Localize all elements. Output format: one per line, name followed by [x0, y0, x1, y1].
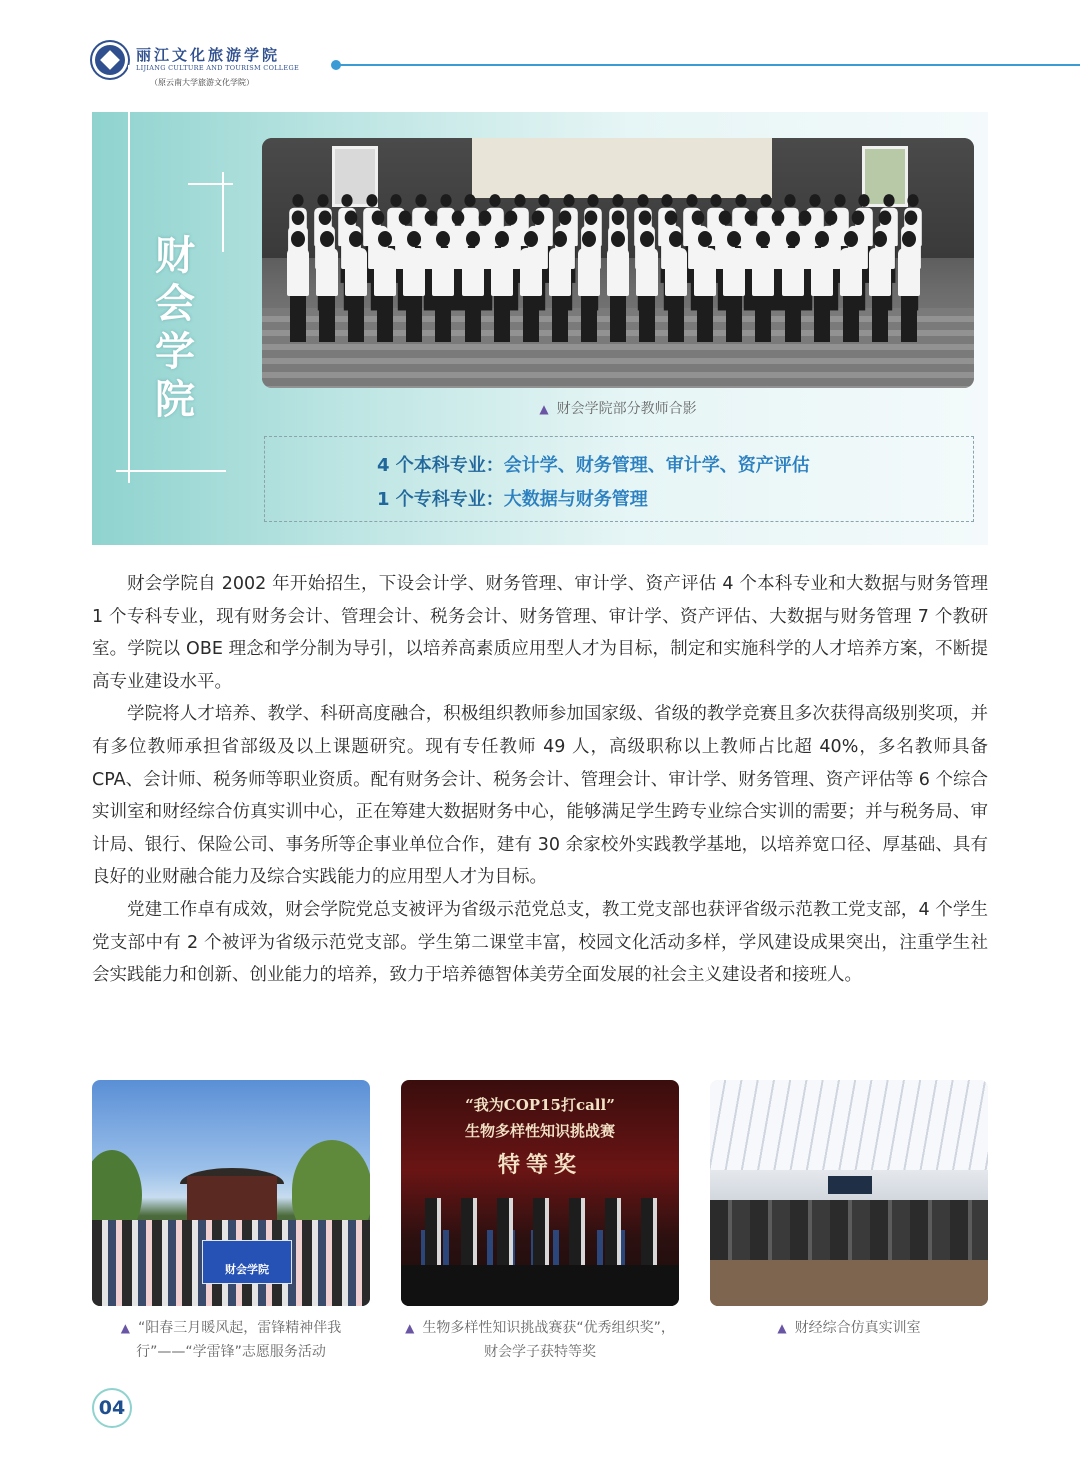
photo-person: [432, 231, 454, 342]
photo-person: [316, 231, 338, 342]
photo-person: [374, 231, 396, 342]
majors-box: [264, 436, 974, 522]
title-char: 院: [155, 377, 195, 423]
photo-person: [578, 231, 600, 342]
photo-person: [491, 231, 513, 342]
photo-person: [694, 231, 716, 342]
college-majors: [377, 485, 648, 511]
photo-person: [723, 231, 745, 342]
college-former-name: （原云南大学旅游文化学院）: [150, 78, 254, 87]
award-ceremony-photo: [401, 1080, 679, 1306]
group-photo-caption: [262, 397, 974, 421]
screen-text: 特等奖: [497, 1152, 582, 1178]
photo-person: [898, 231, 920, 342]
hero-decor-line: [128, 65, 130, 483]
caption-triangle-icon: ▲: [405, 1321, 415, 1335]
photo-person: [345, 231, 367, 342]
department-title: [150, 232, 200, 424]
photo-temple: [187, 1176, 277, 1224]
photo-floor: [710, 1260, 988, 1306]
caption-triangle-icon: ▲: [120, 1321, 130, 1335]
page-number: 04: [92, 1388, 132, 1428]
caption-text: 财经综合仿真实训室: [794, 1320, 921, 1336]
major-value: 会计学、财务管理、审计学、资产评估: [503, 455, 810, 476]
photo-person: [520, 231, 542, 342]
volunteer-activity-photo: [92, 1080, 370, 1306]
photo-caption: [92, 1316, 370, 1364]
photo-person: [636, 231, 658, 342]
major-value: 大数据与财务管理: [503, 489, 648, 510]
training-room-photo: [710, 1080, 988, 1306]
photo-caption: [401, 1316, 679, 1364]
photo-person: [665, 231, 687, 342]
photo-person: [869, 231, 891, 342]
photo-person: [287, 231, 309, 342]
photo-banner: [202, 1240, 292, 1284]
photo-ceiling: [710, 1080, 988, 1170]
screen-text: 生物多样性知识挑战赛: [464, 1122, 615, 1140]
body-paragraph: 学院将人才培养、教学、科研高度融合，积极组织教师参加国家级、省级的教学竞赛且多次获得高级别奖项，并有多位教师承担省部级及以上课题研究。现有专任教师 49 人，高级职称以上教师占比超 40%，多名教师具备 CPA、会计师、税务师等职业资质。配有财务会计、税务会计、管理会计、审计学、财务管理、资产评估等 6 个综合实训室和财经综合仿真实训中心，正在筹建大数据财务中心，能够满足学生跨专业综合实训的需要；并与税务局、审计局、银行、保险公司、事务所等企事业单位合作，建有 30 余家校外实践教学基地，以培养宽口径、厚基础、具有良好的业财融合能力及综合实践能力的应用型人才为目标。: [92, 704, 988, 888]
caption-text: 生物多样性知识挑战赛获“优秀组织奖”，财会学子获特等奖: [422, 1320, 675, 1360]
photo-person: [782, 231, 804, 342]
photo-person: [811, 231, 833, 342]
major-label: 1 个专科专业：: [377, 489, 504, 510]
college-seal-icon: [92, 42, 128, 78]
photo-desks: [710, 1200, 988, 1260]
caption-text: “阳春三月暖风起，雷锋精神伴我行”——“学雷锋”志愿服务活动: [136, 1320, 342, 1360]
banner-text: 财会学院: [225, 1263, 269, 1276]
caption-text: 财会学院部分教师合影: [556, 401, 697, 417]
college-name-cn: 丽江文化旅游学院: [136, 46, 281, 64]
photo-person: [462, 231, 484, 342]
photo-crowd: [287, 183, 957, 383]
college-name-en: LIJIANG CULTURE AND TOURISM COLLEGE: [136, 64, 300, 72]
photo-person: [549, 231, 571, 342]
hero-decor-line: [188, 183, 233, 185]
photo-caption: [710, 1316, 988, 1340]
hero-decor-line: [222, 172, 224, 252]
photo-person: [840, 231, 862, 342]
body-text: [92, 568, 988, 992]
college-logo: [92, 40, 322, 92]
photo-person: [752, 231, 774, 342]
screen-text: “我为COP15打call”: [465, 1096, 615, 1114]
title-char: 财: [155, 233, 195, 279]
title-char: 会: [155, 281, 195, 327]
faculty-group-photo: [262, 138, 974, 388]
title-char: 学: [155, 329, 195, 375]
stage-floor: [401, 1265, 679, 1306]
body-paragraph: 财会学院自 2002 年开始招生，下设会计学、财务管理、审计学、资产评估 4 个本科专业和大数据与财务管理 1 个专科专业，现有财务会计、管理会计、税务会计、财务管理、审计学、资产评估、大数据与财务管理 7 个教研室。学院以 OBE 理念和学分制为导引，以培养高素质应用型人才为目标，制定和实施科学的人才培养方案，不断提高专业建设水平。: [92, 574, 988, 692]
photo-person: [403, 231, 425, 342]
hero-decor-line: [116, 470, 226, 472]
caption-triangle-icon: ▲: [777, 1321, 787, 1335]
photo-screen: [828, 1176, 872, 1194]
caption-triangle-icon: ▲: [539, 402, 549, 416]
photo-person: [607, 231, 629, 342]
header-divider: [340, 64, 1080, 66]
major-label: 4 个本科专业：: [377, 455, 504, 476]
body-paragraph: 党建工作卓有成效，财会学院党总支被评为省级示范党总支，教工党支部也获评省级示范教工党支部，4 个学生党支部中有 2 个被评为省级示范党支部。学生第二课堂丰富，校园文化活动多样，学风建设成果突出，注重学生社会实践能力和创新、创业能力的培养，致力于培养德智体美劳全面发展的社会主义建设者和接班人。: [92, 899, 988, 986]
undergrad-majors: [377, 451, 810, 477]
